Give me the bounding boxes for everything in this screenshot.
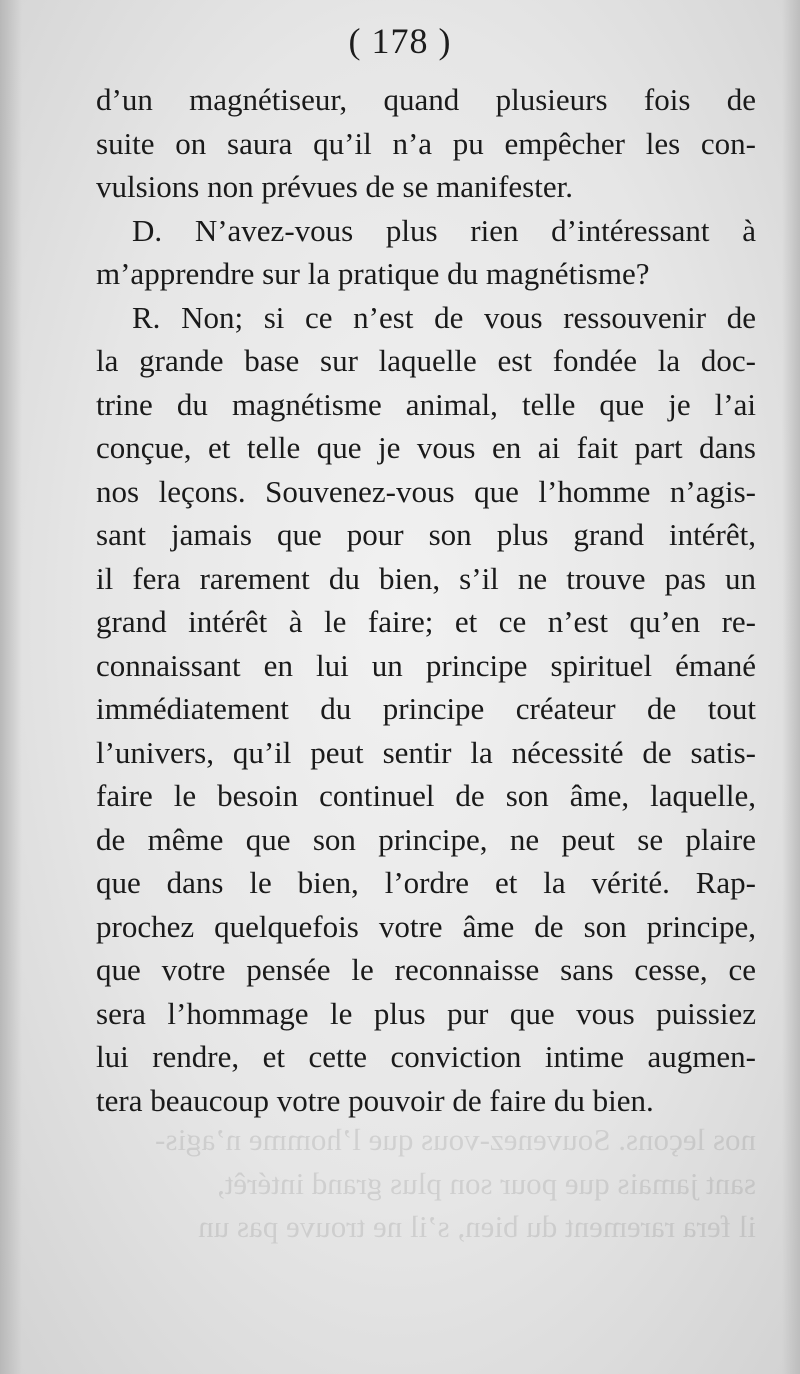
text-line: la grande base sur laquelle est fondée la doc- xyxy=(96,343,756,378)
text-line: lui rendre, et cette conviction intime augmen- xyxy=(96,1039,756,1074)
text-line: grand intérêt à le faire; et ce n’est qu’en re- xyxy=(96,604,756,639)
text-line: tera beaucoup votre pouvoir de faire du bien. xyxy=(96,1082,654,1118)
text-line: R. Non; si ce n’est de vous ressouvenir de xyxy=(132,299,756,335)
text-line: m’apprendre sur la pratique du magnétisme? xyxy=(96,256,650,291)
bleed-through-line: il fera rarement du bien, s’il ne trouve pas un xyxy=(198,1209,756,1244)
text-line: vulsions non prévues de se manifester. xyxy=(96,169,573,204)
page-right-shadow xyxy=(782,0,800,1374)
text-line: nos leçons. Souvenez-vous que l’homme n’agis- xyxy=(96,473,756,509)
bleed-through-line: sant jamais que pour son plus grand intérêt, xyxy=(217,1165,756,1201)
text-line: prochez quelquefois votre âme de son principe, xyxy=(96,908,756,944)
page-left-shadow xyxy=(0,0,22,1374)
text-line: sant jamais que pour son plus grand intérêt, xyxy=(96,517,756,552)
text-line: l’univers, qu’il peut sentir la nécessité de satis- xyxy=(96,734,756,770)
text-line: il fera rarement du bien, s’il ne trouve pas un xyxy=(96,560,756,596)
bleed-through-text xyxy=(96,1118,756,1249)
bleed-through-line: nos leçons. Souvenez-vous que l’homme n’agis- xyxy=(155,1122,756,1157)
text-line: D. N’avez-vous plus rien d’intéressant à xyxy=(132,212,756,248)
text-line: immédiatement du principe créateur de tout xyxy=(96,691,756,726)
text-line: suite on saura qu’il n’a pu empêcher les con- xyxy=(96,125,756,161)
body-text xyxy=(96,78,756,1122)
text-line: faire le besoin continuel de son âme, laquelle, xyxy=(96,778,756,813)
text-line: que votre pensée le reconnaisse sans cesse, ce xyxy=(96,952,756,987)
page-number: ( 178 ) xyxy=(348,21,452,61)
text-line: que dans le bien, l’ordre et la vérité. Rap- xyxy=(96,865,756,900)
text-line: de même que son principe, ne peut se plaire xyxy=(96,821,756,857)
text-line: trine du magnétisme animal, telle que je l’ai xyxy=(96,386,756,422)
text-line: d’un magnétiseur, quand plusieurs fois de xyxy=(96,82,756,117)
text-line: conçue, et telle que je vous en ai fait part dans xyxy=(96,430,756,465)
text-line: connaissant en lui un principe spirituel émané xyxy=(96,647,756,683)
text-line: sera l’hommage le plus pur que vous puissiez xyxy=(96,995,756,1031)
